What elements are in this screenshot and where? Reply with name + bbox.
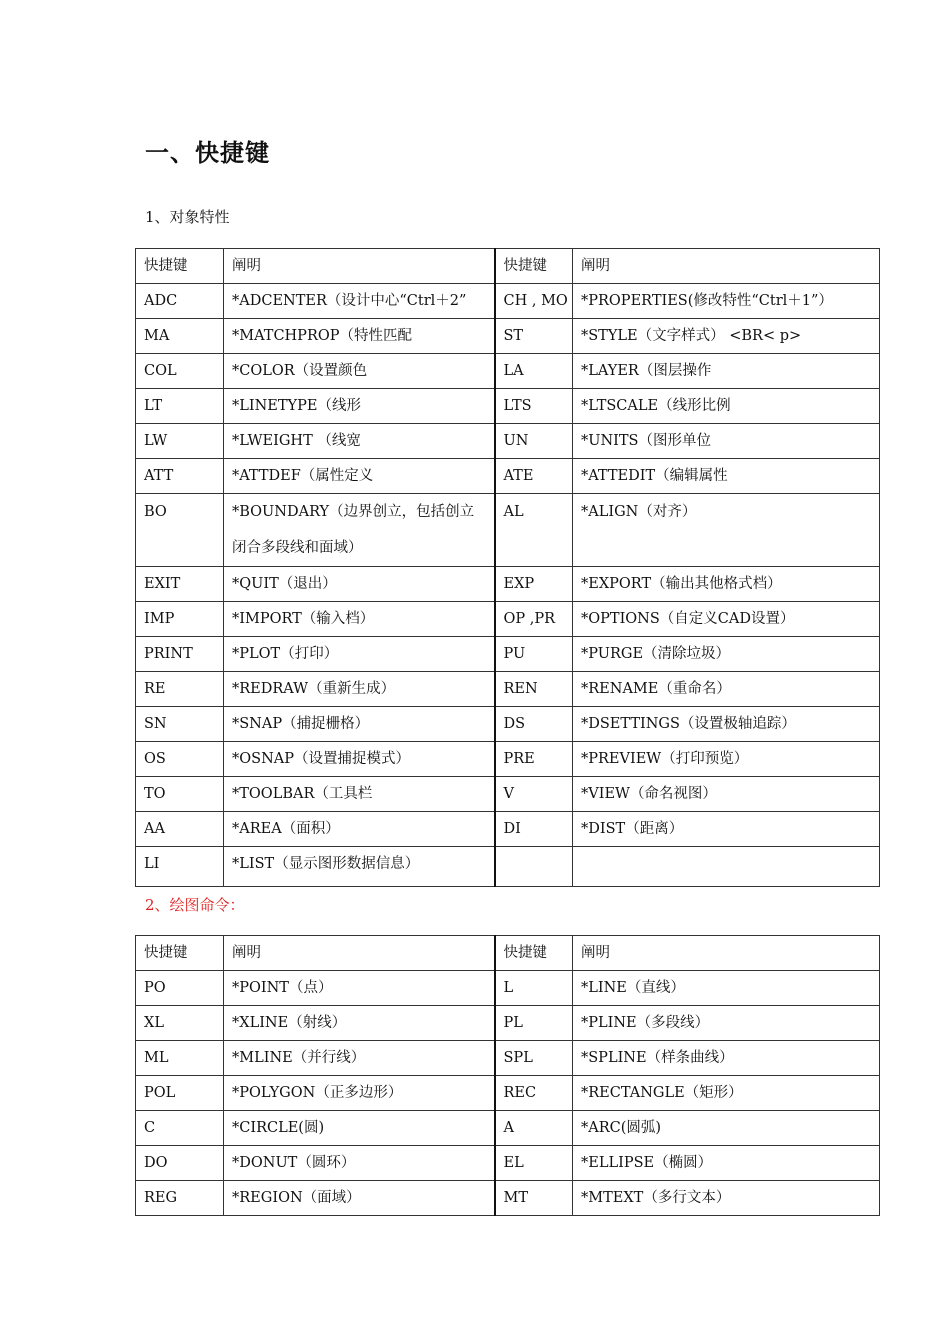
shortcut-cell: REC [495,1076,573,1111]
table-row [136,459,880,494]
shortcut-cell: XL [136,1006,224,1041]
header-description: 阐明 [573,936,880,971]
table-row [136,602,880,637]
description-cell: *LWEIGHT （线宽 [224,424,495,459]
shortcut-cell: LT [136,389,224,424]
shortcut-cell: EXP [495,567,573,602]
shortcut-cell: LA [495,354,573,389]
header-shortcut: 快捷键 [136,936,224,971]
description-cell: *LINE（直线） [573,971,880,1006]
description-cell: *EXPORT（输出其他格式档） [573,567,880,602]
description-cell: *PURGE（清除垃圾） [573,637,880,672]
shortcut-cell: PO [136,971,224,1006]
description-cell: *IMPORT（输入档） [224,602,495,637]
table-header-row [136,249,880,284]
shortcut-cell: MA [136,319,224,354]
description-cell: *CIRCLE(圆) [224,1111,495,1146]
description-cell: *PREVIEW（打印预览） [573,742,880,777]
description-cell: *PLINE（多段线） [573,1006,880,1041]
shortcut-cell: EL [495,1146,573,1181]
table-row [136,637,880,672]
shortcut-cell: CH , MO [495,284,573,319]
table-row [136,1181,880,1216]
shortcut-cell: PRE [495,742,573,777]
description-cell: *COLOR（设置颜色 [224,354,495,389]
description-cell: *QUIT（退出） [224,567,495,602]
shortcut-cell: RE [136,672,224,707]
description-cell: *RECTANGLE（矩形） [573,1076,880,1111]
shortcut-cell: AL [495,494,573,567]
shortcut-cell: L [495,971,573,1006]
description-cell: *LIST（显示图形数据信息） [224,847,495,887]
shortcut-cell: EXIT [136,567,224,602]
header-description: 阐明 [573,249,880,284]
description-cell: *ADCENTER（设计中心“Ctrl＋2” [224,284,495,319]
shortcut-cell: SPL [495,1041,573,1076]
shortcut-cell: LI [136,847,224,887]
shortcut-cell: DO [136,1146,224,1181]
description-cell: *SPLINE（样条曲线） [573,1041,880,1076]
description-cell: *OSNAP（设置捕捉模式） [224,742,495,777]
shortcut-cell: REG [136,1181,224,1216]
shortcut-cell: POL [136,1076,224,1111]
table-row [136,1041,880,1076]
shortcut-cell: C [136,1111,224,1146]
section-2-title: 2、绘图命令： [145,896,245,914]
table-row [136,742,880,777]
shortcut-cell: DI [495,812,573,847]
table-row [136,1146,880,1181]
description-cell: *AREA（面积） [224,812,495,847]
description-cell: *DSETTINGS（设置极轴追踪） [573,707,880,742]
description-cell: *ATTEDIT（编辑属性 [573,459,880,494]
description-cell: *REDRAW（重新生成） [224,672,495,707]
shortcut-cell: SN [136,707,224,742]
description-cell: *LTSCALE（线形比例 [573,389,880,424]
header-shortcut: 快捷键 [136,249,224,284]
description-cell: *LAYER（图层操作 [573,354,880,389]
shortcut-cell [495,847,573,887]
table-header-row [136,936,880,971]
shortcut-cell: ATE [495,459,573,494]
table-row [136,707,880,742]
shortcut-cell: OS [136,742,224,777]
shortcut-cell: COL [136,354,224,389]
table-row [136,672,880,707]
table-row [136,424,880,459]
header-shortcut: 快捷键 [495,249,573,284]
table-row [136,1111,880,1146]
table-row [136,777,880,812]
shortcut-cell: LW [136,424,224,459]
description-cell: *POLYGON（正多边形） [224,1076,495,1111]
description-cell: *PLOT（打印） [224,637,495,672]
description-cell: *MLINE（并行线） [224,1041,495,1076]
shortcut-cell: ML [136,1041,224,1076]
description-cell: *XLINE（射线） [224,1006,495,1041]
description-cell: *BOUNDARY（边界创立，包括创立闭合多段线和面域） [224,494,495,567]
description-cell: *STYLE（文字样式） <BR< p> [573,319,880,354]
shortcut-cell: A [495,1111,573,1146]
header-shortcut: 快捷键 [495,936,573,971]
table-row [136,354,880,389]
description-cell: *ATTDEF（属性定义 [224,459,495,494]
description-cell: *ALIGN（对齐） [573,494,880,567]
shortcut-cell: BO [136,494,224,567]
shortcut-cell: PL [495,1006,573,1041]
table-row [136,284,880,319]
description-cell [573,847,880,887]
description-cell: *TOOLBAR（工具栏 [224,777,495,812]
shortcut-cell: ST [495,319,573,354]
shortcut-cell: V [495,777,573,812]
page-heading: 一、快捷键 [145,139,270,167]
table-row [136,847,880,887]
shortcut-cell: PRINT [136,637,224,672]
description-cell: *ARC(圆弧) [573,1111,880,1146]
shortcut-cell: AA [136,812,224,847]
table-row [136,812,880,847]
description-cell: *DIST（距离） [573,812,880,847]
description-cell: *LINETYPE（线形 [224,389,495,424]
description-cell: *RENAME（重命名） [573,672,880,707]
table-row [136,1076,880,1111]
object-properties-table [135,248,880,887]
shortcut-cell: OP ,PR [495,602,573,637]
description-cell: *MATCHPROP（特性匹配 [224,319,495,354]
description-cell: *REGION（面域） [224,1181,495,1216]
section-1-title: 1、对象特性 [145,208,230,226]
table-row [136,319,880,354]
description-cell: *POINT（点） [224,971,495,1006]
description-cell: *SNAP（捕捉栅格） [224,707,495,742]
table-row [136,1006,880,1041]
shortcut-cell: ADC [136,284,224,319]
shortcut-cell: PU [495,637,573,672]
shortcut-cell: UN [495,424,573,459]
table-row [136,494,880,567]
table-row [136,971,880,1006]
header-description: 阐明 [224,249,495,284]
drawing-commands-table [135,935,880,1216]
shortcut-cell: MT [495,1181,573,1216]
shortcut-cell: ATT [136,459,224,494]
header-description: 阐明 [224,936,495,971]
shortcut-cell: REN [495,672,573,707]
description-cell: *ELLIPSE（椭圆） [573,1146,880,1181]
shortcut-cell: TO [136,777,224,812]
description-cell: *UNITS（图形单位 [573,424,880,459]
shortcut-cell: IMP [136,602,224,637]
description-cell: *VIEW（命名视图） [573,777,880,812]
description-cell: *PROPERTIES(修改特性“Ctrl＋1”） [573,284,880,319]
shortcut-cell: LTS [495,389,573,424]
table-row [136,389,880,424]
description-cell: *MTEXT（多行文本） [573,1181,880,1216]
shortcut-cell: DS [495,707,573,742]
description-cell: *DONUT（圆环） [224,1146,495,1181]
table-row [136,567,880,602]
description-cell: *OPTIONS（自定义CAD设置） [573,602,880,637]
